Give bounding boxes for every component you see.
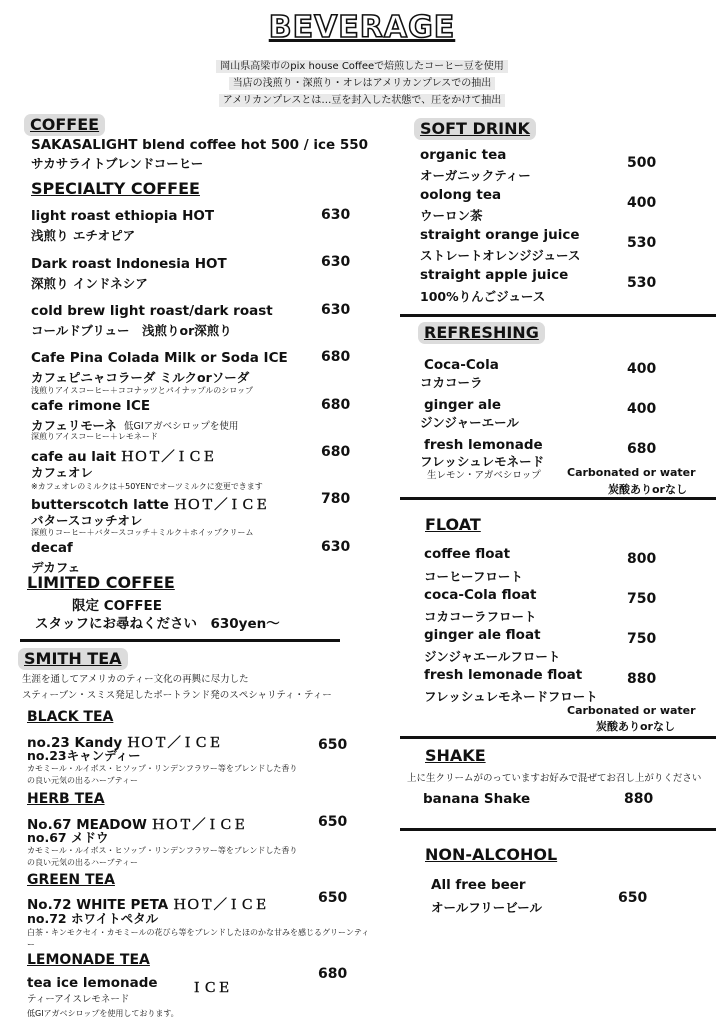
menu-item-name: butterscotch latte ＨＯＴ／ＩＣＥ — [31, 497, 269, 513]
menu-item-note: 深煎りコーヒー＋バタースコッチ＋ミルク＋ホイップクリーム — [31, 528, 254, 537]
menu-item-price: 680 — [321, 349, 351, 365]
menu-item-name: no.23 Kandy ＨＯＴ／ＩＣＥ — [27, 735, 222, 751]
menu-item-jp: フレッシュレモネードフロート — [424, 689, 598, 704]
menu-item-price: 680 — [318, 966, 348, 982]
menu-item-price: 750 — [627, 591, 657, 607]
carbonated-note: Carbonated or water — [567, 466, 696, 479]
menu-item-name: Cafe Pina Colada Milk or Soda ICE — [31, 350, 288, 366]
menu-item-price: 650 — [318, 814, 348, 830]
menu-item-name: ginger ale — [424, 397, 501, 413]
menu-item-note: 浅煎りアイスコーヒー＋ココナッツとパイナップルのシロップ — [31, 386, 254, 395]
menu-item-jp: カフェピニャコラーダ ミルクorソーダ — [31, 370, 250, 385]
coffee-heading: COFFEE — [24, 114, 105, 136]
menu-item-jp: ジンジャエールフロート — [424, 649, 561, 664]
menu-item-name: fresh lemonade — [424, 437, 543, 453]
blend-coffee-jp: サカサライトブレンドコーヒー — [31, 156, 204, 171]
divider — [400, 736, 716, 739]
menu-item-price: 750 — [627, 631, 657, 647]
menu-item-jp: 100%りんごジュース — [420, 289, 546, 304]
intro-line-1: 岡山県高梁市のpix house Coffeeで焙煎したコーヒー豆を使用 — [0, 57, 724, 72]
menu-item-note: 深煎りアイスコーヒー＋レモネード — [31, 432, 158, 441]
shake-heading: SHAKE — [425, 746, 486, 765]
menu-item-note: カモミール・ルイボス・ヒソップ・リンデンフラワー等をブレンドした香り — [27, 846, 298, 855]
menu-item-jp: コカコーラ — [420, 375, 483, 390]
specialty-heading: SPECIALTY COFFEE — [31, 179, 200, 198]
carbonated-note: Carbonated or water — [567, 704, 696, 717]
menu-item-note: ー — [27, 940, 35, 949]
menu-item-jp: カフェリモーネ — [31, 418, 117, 433]
menu-item-note: 白茶・キンモクセイ・カモミールの花びら等をブレンドしたほのかな甘みを感じるグリーンティ — [27, 928, 370, 937]
menu-item-note: カモミール・ルイボス・ヒソップ・リンデンフラワー等をブレンドした香り — [27, 764, 298, 773]
menu-item-ice: ＩＣＥ — [190, 980, 231, 996]
menu-item-jp: コーヒーフロート — [424, 569, 523, 584]
carbonated-note-jp: 炭酸ありorなし — [596, 720, 675, 733]
page-title: BEVERAGE — [268, 10, 456, 45]
menu-item-name: All free beer — [431, 877, 526, 893]
menu-item-jp: ウーロン茶 — [420, 208, 483, 223]
menu-item-note: ※カフェオレのミルクは＋50YENでオーツミルクに変更できます — [31, 482, 263, 491]
menu-item-name: coffee float — [424, 546, 511, 562]
refreshing-heading: REFRESHING — [418, 322, 545, 344]
menu-item-name: oolong tea — [420, 187, 502, 203]
menu-item-price: 880 — [624, 791, 654, 807]
divider — [20, 639, 340, 642]
menu-item-name: cold brew light roast/dark roast — [31, 303, 273, 319]
menu-item-name: coca-Cola float — [424, 587, 537, 603]
menu-item-price: 800 — [627, 551, 657, 567]
menu-item-name: Dark roast Indonesia HOT — [31, 256, 227, 272]
menu-item-name: light roast ethiopia HOT — [31, 208, 215, 224]
menu-item-name: banana Shake — [423, 791, 531, 807]
menu-item-price: 780 — [321, 491, 351, 507]
menu-item-name: decaf — [31, 540, 73, 556]
menu-item-jp: 浅煎り エチオピア — [31, 228, 136, 243]
menu-item-name: straight orange juice — [420, 227, 580, 243]
menu-item-price: 680 — [321, 397, 351, 413]
menu-item-jp: コールドブリュー 浅煎りor深煎り — [31, 323, 232, 338]
menu-item-jp: ジンジャーエール — [420, 415, 519, 430]
smith-desc-2: スティーブン・スミス発足したポートランド発のスペシャリティ・ティー — [22, 690, 332, 701]
menu-item-price: 400 — [627, 401, 657, 417]
menu-item-name: straight apple juice — [420, 267, 569, 283]
menu-item-name: No.72 WHITE PETA ＨＯＴ／ＩＣＥ — [27, 897, 268, 913]
float-heading: FLOAT — [425, 515, 481, 534]
menu-item-jp: ティーアイスレモネード — [27, 994, 130, 1005]
menu-item-jp: コカコーラフロート — [424, 609, 537, 624]
menu-item-price: 530 — [627, 235, 657, 251]
menu-item-note: の良い元気の出るハーブティー — [27, 858, 138, 867]
menu-item-aside: 低GIアガベシロップを使用 — [124, 421, 239, 432]
menu-item-price: 530 — [627, 275, 657, 291]
menu-item-price: 650 — [318, 890, 348, 906]
menu-item-price: 880 — [627, 671, 657, 687]
divider — [400, 314, 716, 317]
carbonated-note-jp: 炭酸ありorなし — [608, 483, 687, 496]
soft-drink-heading: SOFT DRINK — [414, 118, 536, 140]
menu-item-price: 680 — [627, 441, 657, 457]
menu-item-jp: no.72 ホワイトペタル — [27, 911, 159, 926]
menu-item-jp: バタースコッチオレ — [31, 513, 143, 528]
smith-desc-1: 生涯を通してアメリカのティー文化の再興に尽力した — [22, 674, 249, 685]
menu-item-name: No.67 MEADOW ＨＯＴ／ＩＣＥ — [27, 817, 247, 833]
menu-item-price: 630 — [321, 254, 351, 270]
menu-item-name: cafe au lait ＨＯＴ／ＩＣＥ — [31, 449, 216, 465]
blend-coffee-name: SAKASALIGHT blend coffee hot 500 / ice 550 — [31, 137, 369, 153]
menu-item-name: ginger ale float — [424, 627, 541, 643]
divider — [400, 497, 716, 500]
intro-line-2: 当店の浅煎り・深煎り・オレはアメリカンプレスでの抽出 — [0, 74, 724, 89]
menu-item-name: fresh lemonade float — [424, 667, 583, 683]
non-alcohol-heading: NON-ALCOHOL — [425, 845, 558, 864]
menu-item-price: 680 — [321, 444, 351, 460]
menu-item-name: cafe rimone ICE — [31, 398, 151, 414]
menu-item-jp: オーガニックティー — [420, 168, 531, 183]
lemonade-note: 生レモン・アガベシロップ — [427, 470, 541, 481]
menu-item-price: 400 — [627, 195, 657, 211]
herb-tea-heading: HERB TEA — [27, 791, 105, 807]
menu-item-name: organic tea — [420, 147, 507, 163]
menu-item-price: 500 — [627, 155, 657, 171]
divider — [400, 828, 716, 831]
menu-item-jp: no.67 メドウ — [27, 830, 109, 845]
smith-heading: SMITH TEA — [18, 648, 128, 670]
green-tea-heading: GREEN TEA — [27, 872, 115, 888]
limited-line-1: 限定 COFFEE — [72, 598, 162, 614]
menu-item-price: 400 — [627, 361, 657, 377]
menu-item-jp: オールフリービール — [431, 900, 543, 915]
shake-desc: 上に生クリームがのっていますお好みで混ぜてお召し上がりください — [407, 773, 702, 784]
menu-item-jp: ストレートオレンジジュース — [420, 248, 581, 263]
intro-line-3: アメリカンプレスとは…豆を封入した状態で、圧をかけて抽出 — [0, 91, 724, 106]
menu-item-jp: カフェオレ — [31, 465, 93, 480]
black-tea-heading: BLACK TEA — [27, 709, 114, 725]
menu-item-name: Coca-Cola — [424, 357, 499, 373]
menu-item-price: 650 — [318, 737, 348, 753]
menu-item-note: 低GIアガベシロップを使用しております。 — [27, 1009, 179, 1018]
menu-item-jp: 深煎り インドネシア — [31, 276, 148, 291]
menu-item-jp: no.23キャンディー — [27, 748, 141, 763]
menu-item-note: の良い元気の出るハーブティー — [27, 776, 138, 785]
menu-item-jp: フレッシュレモネード — [420, 454, 545, 469]
menu-item-name: tea ice lemonade — [27, 975, 158, 991]
limited-heading: LIMITED COFFEE — [27, 573, 175, 592]
menu-item-price: 650 — [618, 890, 648, 906]
menu-item-price: 630 — [321, 539, 351, 555]
menu-item-jp: デカフェ — [31, 560, 81, 575]
menu-item-price: 630 — [321, 207, 351, 223]
menu-item-price: 630 — [321, 302, 351, 318]
limited-line-2: スタッフにお尋ねください 630yen〜 — [35, 616, 280, 632]
lemonade-tea-heading: LEMONADE TEA — [27, 952, 150, 968]
